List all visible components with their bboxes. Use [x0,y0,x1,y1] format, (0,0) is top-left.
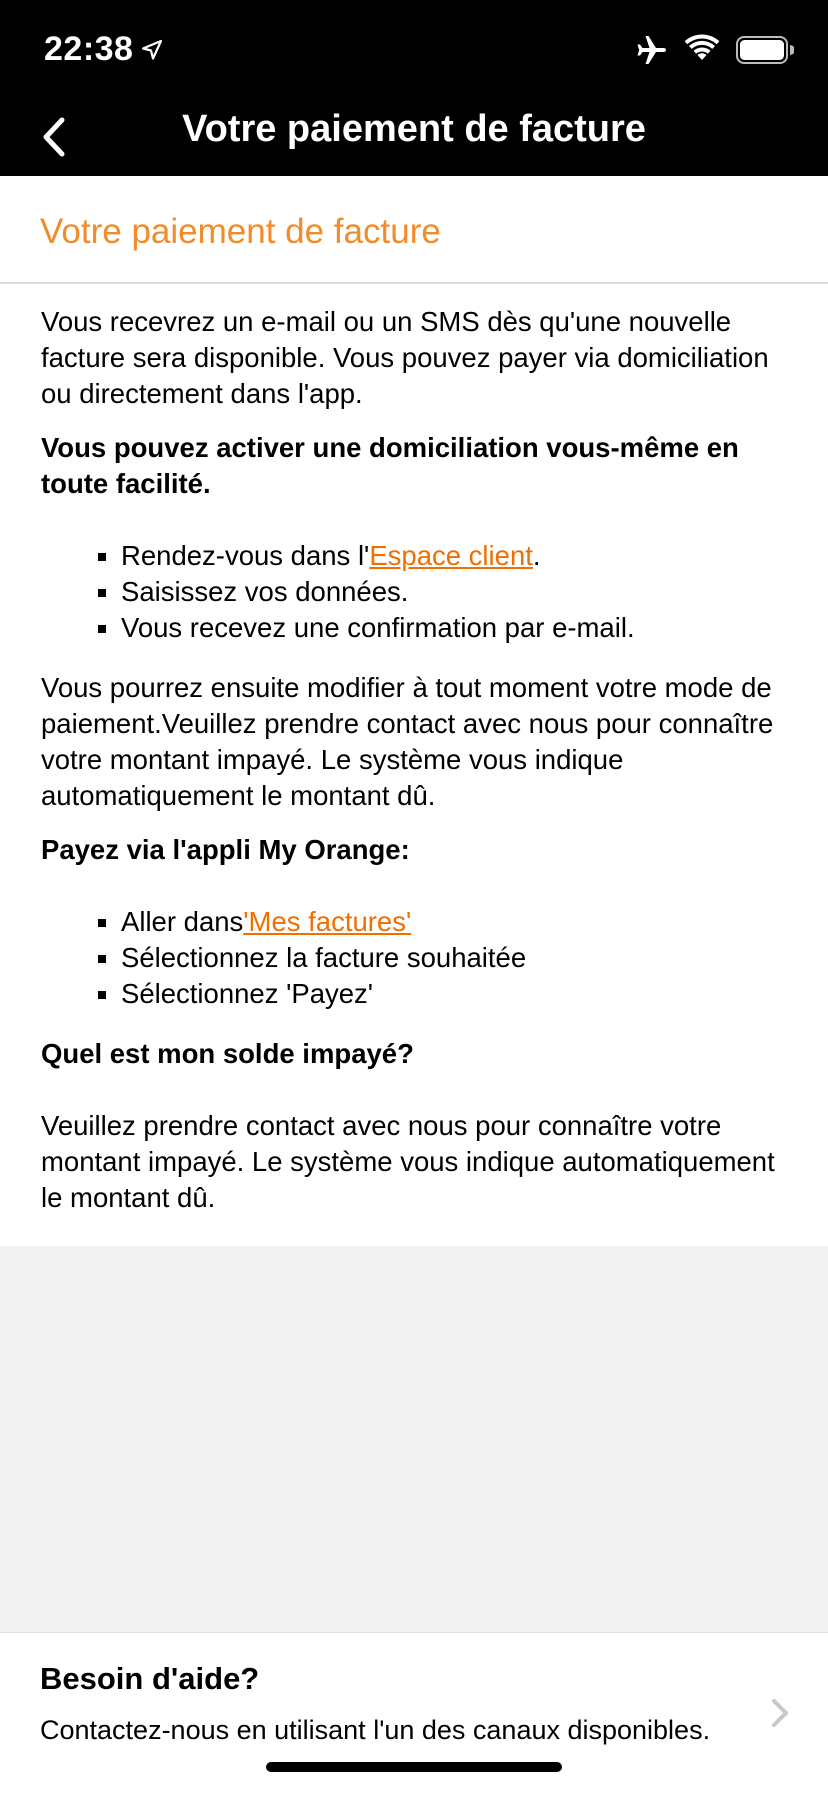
mes-factures-link[interactable]: 'Mes factures' [243,906,412,937]
battery-icon [736,36,794,64]
page-title: Votre paiement de facture [182,108,646,150]
list-item: ▪ Vous recevez une confirmation par e-mail. [121,610,786,646]
section-title: Votre paiement de facture [40,212,441,251]
help-text: Contactez-nous en utilisant l'un des canaux disponibles. [40,1715,711,1745]
chevron-right-icon [770,1697,790,1729]
app-payment-steps [41,904,786,1012]
payment-mode-paragraph: Vous pourrez ensuite modifier à tout moment votre mode de paiement.Veuillez prendre contact avec nous pour connaître votre montant impayé. Le système vous indique automatiquement le montant dû. [41,672,774,811]
help-title: Besoin d'aide? [40,1661,260,1696]
unpaid-balance-heading: Quel est mon solde impayé? [41,1038,414,1069]
list-item: ▪ Sélectionnez 'Payez' [121,976,786,1012]
unpaid-balance-paragraph: Veuillez prendre contact avec nous pour connaître votre montant impayé. Le système vous indique automatiquement le montant dû. [41,1110,775,1213]
content-card [0,176,828,1246]
list-item: ▪ Aller dans'Mes factures' [121,904,786,940]
section-header [0,176,828,284]
wifi-icon [684,34,720,62]
intro-paragraph: Vous recevrez un e-mail ou un SMS dès qu'une nouvelle facture sera disponible. Vous pouvez payer via domiciliation ou directement dans l'app. [41,306,769,409]
location-arrow-icon [140,38,164,62]
app-payment-heading: Payez via l'appli My Orange: [41,834,410,865]
list-item: ▪ Rendez-vous dans l'Espace client. [121,538,786,574]
list-item: ▪ Sélectionnez la facture souhaitée [121,940,786,976]
espace-client-link[interactable]: Espace client [369,540,533,571]
status-bar [0,0,828,100]
article-body [0,284,828,1216]
home-indicator [266,1762,562,1772]
airplane-icon [636,34,668,66]
list-item: ▪ Saisissez vos données. [121,574,786,610]
navigation-bar [0,100,828,176]
direct-debit-heading: Vous pouvez activer une domiciliation vous-même en toute facilité. [41,432,739,499]
direct-debit-steps [41,538,786,646]
status-time: 22:38 [44,30,134,68]
